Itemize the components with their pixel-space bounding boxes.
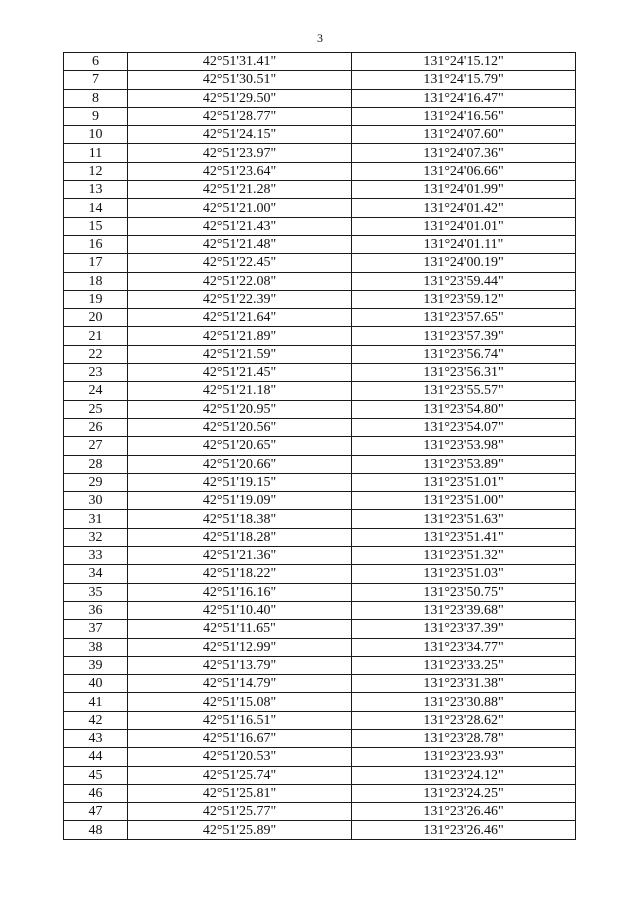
point-number-cell: 34	[64, 565, 128, 583]
point-number-cell: 28	[64, 455, 128, 473]
latitude-cell: 42°51'19.09"	[128, 492, 352, 510]
longitude-cell: 131°23'28.78"	[352, 729, 576, 747]
longitude-cell: 131°23'54.80"	[352, 400, 576, 418]
point-number-cell: 32	[64, 528, 128, 546]
latitude-cell: 42°51'22.45"	[128, 254, 352, 272]
latitude-cell: 42°51'25.74"	[128, 766, 352, 784]
point-number-cell: 47	[64, 803, 128, 821]
point-number-cell: 27	[64, 437, 128, 455]
point-number-cell: 14	[64, 199, 128, 217]
latitude-cell: 42°51'21.64"	[128, 309, 352, 327]
table-row	[64, 748, 576, 766]
latitude-cell: 42°51'21.45"	[128, 364, 352, 382]
longitude-cell: 131°24'15.12"	[352, 53, 576, 71]
page-number: 3	[317, 31, 323, 45]
table-row	[64, 126, 576, 144]
point-number-cell: 46	[64, 784, 128, 802]
latitude-cell: 42°51'22.08"	[128, 272, 352, 290]
longitude-cell: 131°23'57.39"	[352, 327, 576, 345]
longitude-cell: 131°24'01.11"	[352, 235, 576, 253]
latitude-cell: 42°51'21.89"	[128, 327, 352, 345]
longitude-cell: 131°23'26.46"	[352, 803, 576, 821]
latitude-cell: 42°51'16.51"	[128, 711, 352, 729]
longitude-cell: 131°23'54.07"	[352, 418, 576, 436]
point-number-cell: 40	[64, 675, 128, 693]
table-row	[64, 601, 576, 619]
latitude-cell: 42°51'31.41"	[128, 53, 352, 71]
latitude-cell: 42°51'21.18"	[128, 382, 352, 400]
table-row	[64, 309, 576, 327]
point-number-cell: 26	[64, 418, 128, 436]
point-number-cell: 19	[64, 290, 128, 308]
latitude-cell: 42°51'25.89"	[128, 821, 352, 839]
table-row	[64, 254, 576, 272]
longitude-cell: 131°23'24.25"	[352, 784, 576, 802]
table-row	[64, 382, 576, 400]
point-number-cell: 17	[64, 254, 128, 272]
table-row	[64, 766, 576, 784]
longitude-cell: 131°23'56.31"	[352, 364, 576, 382]
longitude-cell: 131°24'01.01"	[352, 217, 576, 235]
table-row	[64, 199, 576, 217]
table-row	[64, 162, 576, 180]
longitude-cell: 131°23'26.46"	[352, 821, 576, 839]
point-number-cell: 21	[64, 327, 128, 345]
table-row	[64, 473, 576, 491]
longitude-cell: 131°23'39.68"	[352, 601, 576, 619]
point-number-cell: 8	[64, 89, 128, 107]
longitude-cell: 131°23'24.12"	[352, 766, 576, 784]
point-number-cell: 7	[64, 71, 128, 89]
latitude-cell: 42°51'16.16"	[128, 583, 352, 601]
longitude-cell: 131°24'01.99"	[352, 181, 576, 199]
latitude-cell: 42°51'21.59"	[128, 345, 352, 363]
table-row	[64, 620, 576, 638]
latitude-cell: 42°51'20.53"	[128, 748, 352, 766]
point-number-cell: 12	[64, 162, 128, 180]
point-number-cell: 20	[64, 309, 128, 327]
latitude-cell: 42°51'19.15"	[128, 473, 352, 491]
table-row	[64, 217, 576, 235]
table-row	[64, 583, 576, 601]
latitude-cell: 42°51'12.99"	[128, 638, 352, 656]
longitude-cell: 131°23'51.03"	[352, 565, 576, 583]
point-number-cell: 10	[64, 126, 128, 144]
longitude-cell: 131°23'51.01"	[352, 473, 576, 491]
longitude-cell: 131°23'37.39"	[352, 620, 576, 638]
latitude-cell: 42°51'18.22"	[128, 565, 352, 583]
table-row	[64, 510, 576, 528]
point-number-cell: 41	[64, 693, 128, 711]
table-row	[64, 656, 576, 674]
longitude-cell: 131°24'01.42"	[352, 199, 576, 217]
point-number-cell: 6	[64, 53, 128, 71]
table-row	[64, 711, 576, 729]
point-number-cell: 15	[64, 217, 128, 235]
point-number-cell: 24	[64, 382, 128, 400]
longitude-cell: 131°23'31.38"	[352, 675, 576, 693]
longitude-cell: 131°24'07.36"	[352, 144, 576, 162]
latitude-cell: 42°51'20.95"	[128, 400, 352, 418]
table-row	[64, 784, 576, 802]
longitude-cell: 131°23'28.62"	[352, 711, 576, 729]
longitude-cell: 131°24'16.56"	[352, 107, 576, 125]
point-number-cell: 33	[64, 547, 128, 565]
latitude-cell: 42°51'22.39"	[128, 290, 352, 308]
table-row	[64, 144, 576, 162]
latitude-cell: 42°51'24.15"	[128, 126, 352, 144]
latitude-cell: 42°51'21.28"	[128, 181, 352, 199]
latitude-cell: 42°51'18.28"	[128, 528, 352, 546]
longitude-cell: 131°23'51.00"	[352, 492, 576, 510]
latitude-cell: 42°51'20.65"	[128, 437, 352, 455]
table-row	[64, 364, 576, 382]
latitude-cell: 42°51'28.77"	[128, 107, 352, 125]
table-row	[64, 272, 576, 290]
point-number-cell: 39	[64, 656, 128, 674]
longitude-cell: 131°23'59.12"	[352, 290, 576, 308]
longitude-cell: 131°23'59.44"	[352, 272, 576, 290]
longitude-cell: 131°24'06.66"	[352, 162, 576, 180]
latitude-cell: 42°51'23.64"	[128, 162, 352, 180]
coordinates-table-body	[64, 53, 576, 840]
point-number-cell: 31	[64, 510, 128, 528]
longitude-cell: 131°23'51.32"	[352, 547, 576, 565]
latitude-cell: 42°51'14.79"	[128, 675, 352, 693]
latitude-cell: 42°51'21.00"	[128, 199, 352, 217]
table-row	[64, 638, 576, 656]
table-row	[64, 547, 576, 565]
table-row	[64, 565, 576, 583]
longitude-cell: 131°24'15.79"	[352, 71, 576, 89]
latitude-cell: 42°51'20.56"	[128, 418, 352, 436]
longitude-cell: 131°24'07.60"	[352, 126, 576, 144]
table-row	[64, 418, 576, 436]
longitude-cell: 131°23'34.77"	[352, 638, 576, 656]
longitude-cell: 131°23'33.25"	[352, 656, 576, 674]
latitude-cell: 42°51'18.38"	[128, 510, 352, 528]
coordinates-table	[63, 52, 576, 840]
point-number-cell: 11	[64, 144, 128, 162]
point-number-cell: 38	[64, 638, 128, 656]
point-number-cell: 29	[64, 473, 128, 491]
table-row	[64, 528, 576, 546]
point-number-cell: 13	[64, 181, 128, 199]
longitude-cell: 131°24'00.19"	[352, 254, 576, 272]
table-row	[64, 803, 576, 821]
latitude-cell: 42°51'13.79"	[128, 656, 352, 674]
latitude-cell: 42°51'25.77"	[128, 803, 352, 821]
longitude-cell: 131°24'16.47"	[352, 89, 576, 107]
longitude-cell: 131°23'55.57"	[352, 382, 576, 400]
table-row	[64, 729, 576, 747]
point-number-cell: 9	[64, 107, 128, 125]
latitude-cell: 42°51'29.50"	[128, 89, 352, 107]
table-row	[64, 821, 576, 839]
point-number-cell: 23	[64, 364, 128, 382]
table-row	[64, 235, 576, 253]
table-row	[64, 693, 576, 711]
latitude-cell: 42°51'25.81"	[128, 784, 352, 802]
latitude-cell: 42°51'23.97"	[128, 144, 352, 162]
latitude-cell: 42°51'16.67"	[128, 729, 352, 747]
table-row	[64, 107, 576, 125]
point-number-cell: 37	[64, 620, 128, 638]
table-row	[64, 290, 576, 308]
point-number-cell: 30	[64, 492, 128, 510]
longitude-cell: 131°23'30.88"	[352, 693, 576, 711]
latitude-cell: 42°51'30.51"	[128, 71, 352, 89]
point-number-cell: 42	[64, 711, 128, 729]
longitude-cell: 131°23'53.98"	[352, 437, 576, 455]
table-row	[64, 327, 576, 345]
point-number-cell: 16	[64, 235, 128, 253]
longitude-cell: 131°23'51.63"	[352, 510, 576, 528]
longitude-cell: 131°23'53.89"	[352, 455, 576, 473]
latitude-cell: 42°51'15.08"	[128, 693, 352, 711]
point-number-cell: 18	[64, 272, 128, 290]
latitude-cell: 42°51'21.48"	[128, 235, 352, 253]
table-row	[64, 53, 576, 71]
point-number-cell: 36	[64, 601, 128, 619]
table-row	[64, 181, 576, 199]
table-row	[64, 437, 576, 455]
point-number-cell: 22	[64, 345, 128, 363]
longitude-cell: 131°23'56.74"	[352, 345, 576, 363]
table-row	[64, 400, 576, 418]
point-number-cell: 35	[64, 583, 128, 601]
latitude-cell: 42°51'21.36"	[128, 547, 352, 565]
point-number-cell: 44	[64, 748, 128, 766]
table-row	[64, 345, 576, 363]
latitude-cell: 42°51'21.43"	[128, 217, 352, 235]
table-row	[64, 492, 576, 510]
point-number-cell: 48	[64, 821, 128, 839]
table-row	[64, 71, 576, 89]
table-row	[64, 455, 576, 473]
longitude-cell: 131°23'23.93"	[352, 748, 576, 766]
point-number-cell: 25	[64, 400, 128, 418]
longitude-cell: 131°23'51.41"	[352, 528, 576, 546]
table-row	[64, 675, 576, 693]
point-number-cell: 45	[64, 766, 128, 784]
point-number-cell: 43	[64, 729, 128, 747]
latitude-cell: 42°51'10.40"	[128, 601, 352, 619]
latitude-cell: 42°51'11.65"	[128, 620, 352, 638]
latitude-cell: 42°51'20.66"	[128, 455, 352, 473]
longitude-cell: 131°23'57.65"	[352, 309, 576, 327]
longitude-cell: 131°23'50.75"	[352, 583, 576, 601]
table-row	[64, 89, 576, 107]
